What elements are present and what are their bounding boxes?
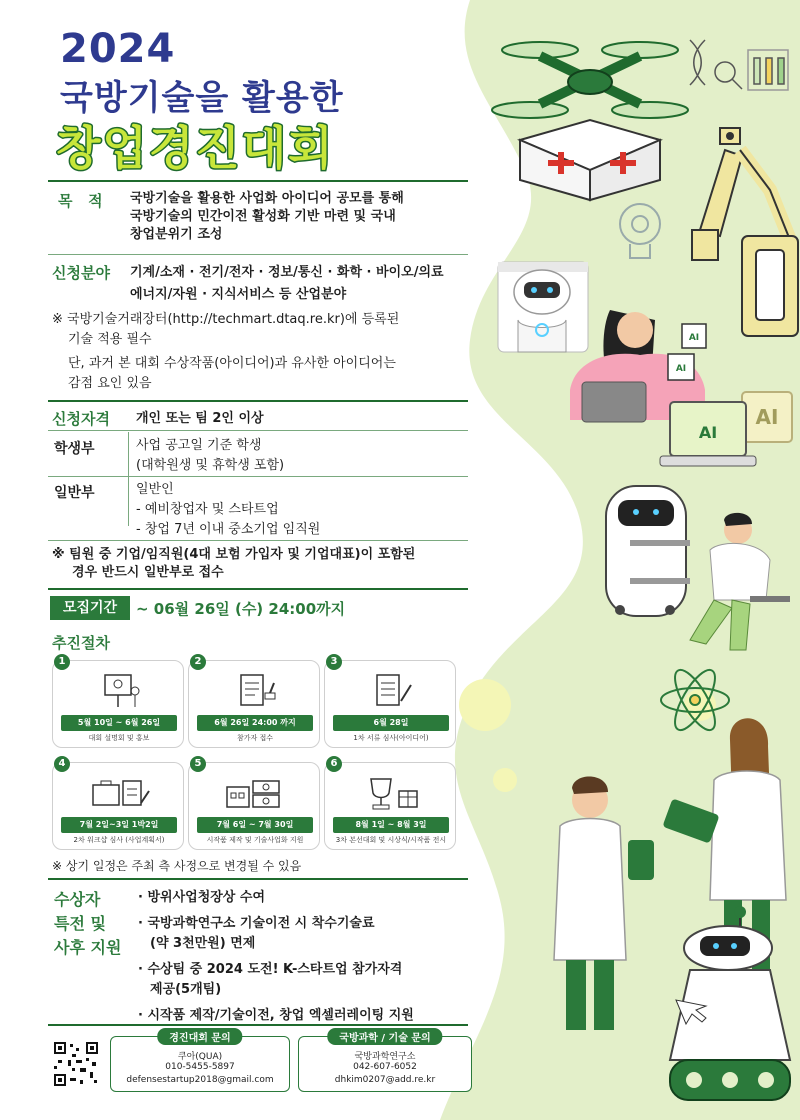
ai-chip-label-2: AI xyxy=(675,364,687,374)
benefits-label: 수상자 특전 및 사후 지원 xyxy=(54,890,122,957)
step-desc: 참가자 접수 xyxy=(236,734,274,742)
lightbulb-gear-illustration xyxy=(620,204,660,258)
step-card-4 xyxy=(52,762,184,850)
step-desc: 대회 설명회 및 홍보 xyxy=(88,734,150,742)
robot-arm-illustration xyxy=(692,128,798,336)
step-date: 7월 6일 ~ 7월 30일 xyxy=(197,817,313,833)
title-main: 창업경진대회 xyxy=(56,121,335,175)
contact-email[interactable]: dhkim0207@add.re.kr xyxy=(334,1075,436,1085)
contact-org: 쿠아(QUA) xyxy=(177,1052,223,1062)
contact-phone[interactable]: 042-607-6052 xyxy=(353,1062,417,1072)
step-date: 7월 2일~3일 1박2일 xyxy=(61,817,177,833)
student-division-label: 학생부 xyxy=(54,441,95,457)
step-desc: 2차 워크샵 심사 (사업계획서) xyxy=(73,836,165,844)
presentation-icon xyxy=(83,671,155,711)
section-divider xyxy=(48,254,468,255)
step-date: 6월 26일 24:00 까지 xyxy=(197,715,313,731)
step-number: 4 xyxy=(54,756,70,772)
ai-laptop-label: AI xyxy=(698,423,718,442)
lab-icons-illustration xyxy=(690,40,788,90)
section-divider xyxy=(48,430,468,431)
trophy-icon xyxy=(355,773,427,813)
section-divider xyxy=(48,540,468,541)
briefcase-icon xyxy=(83,773,155,813)
eligibility-label: 신청자격 xyxy=(52,410,110,428)
purpose-text: 국방기술을 활용한 사업화 아이디어 공모를 통해 국방기술의 민간이전 활성화 기반 마련 및 국내 창업분위기 조성 xyxy=(130,191,404,242)
step-date: 5월 10일 ~ 6월 26일 xyxy=(61,715,177,731)
ai-board-label: AI xyxy=(755,405,779,429)
contact-heading: 경진대회 문의 xyxy=(157,1028,242,1045)
contact-card-contest xyxy=(110,1033,290,1092)
contact-card-technology xyxy=(298,1033,472,1092)
procedure-label: 추진절차 xyxy=(52,634,110,652)
document-pen-icon xyxy=(355,671,427,711)
factory-money-icon xyxy=(219,773,291,813)
section-divider xyxy=(48,476,468,477)
ai-chip-label-1: AI xyxy=(688,333,700,343)
period-value: ~ 06월 26일 (수) 24:00까지 xyxy=(136,600,346,618)
contact-heading: 국방과학 / 기술 문의 xyxy=(327,1028,442,1045)
benefits-list: · 방위사업청장상 수여 · 국방과학연구소 기술이전 시 착수기술료 (약 3천만원) 면제 · 수상팀 중 2024 도전! K-스타트업 참가자격 제공(5개팀) · 시작품 제작/기술이전, 창업 엑셀러레이팅 지원 xyxy=(138,890,414,1023)
step-desc: 시작품 제작 및 기술사업화 지원 xyxy=(206,836,304,844)
service-robot-illustration xyxy=(606,486,690,616)
drone-illustration xyxy=(492,42,688,200)
general-division-text: 일반인 - 예비창업자 및 스타트업 - 창업 7년 이내 중소기업 임직원 xyxy=(136,482,321,537)
rover-robot-illustration xyxy=(670,906,790,1100)
section-divider xyxy=(48,878,468,880)
section-divider xyxy=(48,400,468,402)
chat-robot-illustration xyxy=(498,262,588,352)
illustration-panel xyxy=(470,0,800,1120)
document-stamp-icon xyxy=(219,671,291,711)
title-subtitle: 국방기술을 활용한 xyxy=(60,78,344,118)
man-seated-illustration xyxy=(690,513,790,650)
general-division-label: 일반부 xyxy=(54,485,95,501)
period-label: 모집기간 xyxy=(50,596,130,620)
contact-phone[interactable]: 010-5455-5897 xyxy=(165,1062,235,1072)
step-desc: 1차 서류 심사(아이디어) xyxy=(353,734,429,742)
purpose-label: 목 적 xyxy=(58,192,103,210)
ai-laptop-illustration xyxy=(660,402,756,466)
field-text: 기계/소재 · 전기/전자 · 정보/통신 · 화학 · 바이오/의료 에너지/자원 · 지식서비스 등 산업분야 xyxy=(130,265,444,302)
step-date: 6월 28일 xyxy=(333,715,449,731)
step-number: 6 xyxy=(326,756,342,772)
field-note-techmart: ※ 국방기술거래장터(http://techmart.dtaq.re.kr)에 등록된 기술 적용 필수 xyxy=(52,312,400,347)
schedule-note: ※ 상기 일정은 주최 측 사정으로 변경될 수 있음 xyxy=(52,859,302,873)
contact-email[interactable]: defensestartup2018@gmail.com xyxy=(126,1075,274,1085)
step-number: 1 xyxy=(54,654,70,670)
qr-code[interactable] xyxy=(52,1040,100,1088)
title-year: 2024 xyxy=(60,26,176,72)
eligibility-note: ※ 팀원 중 기업/임직원(4대 보험 가입자 및 기업대표)이 포함된 경우 반드시 일반부로 접수 xyxy=(52,547,416,580)
step-number: 2 xyxy=(190,654,206,670)
section-divider xyxy=(48,588,468,590)
step-card-3 xyxy=(324,660,456,748)
scientist-man-illustration xyxy=(554,776,654,1030)
field-label: 신청분야 xyxy=(52,264,110,282)
step-number: 5 xyxy=(190,756,206,772)
column-divider xyxy=(128,432,129,526)
step-desc: 3차 본선대회 및 시상식/시작품 전시 xyxy=(335,836,447,844)
student-division-text: 사업 공고일 기준 학생 (대학원생 및 휴학생 포함) xyxy=(136,438,285,473)
step-number: 3 xyxy=(326,654,342,670)
section-divider xyxy=(48,1024,468,1026)
field-note-penalty: 단, 과거 본 대회 수상작품(아이디어)과 유사한 아이디어는 감점 요인 있음 xyxy=(68,356,396,391)
step-card-2 xyxy=(188,660,320,748)
atom-illustration xyxy=(661,665,729,736)
step-date: 8월 1일 ~ 8월 3일 xyxy=(333,817,449,833)
eligibility-value: 개인 또는 팀 2인 이상 xyxy=(136,411,264,426)
step-card-1 xyxy=(52,660,184,748)
step-card-5 xyxy=(188,762,320,850)
section-divider xyxy=(48,180,468,182)
contact-org: 국방과학연구소 xyxy=(354,1052,416,1062)
step-card-6 xyxy=(324,762,456,850)
